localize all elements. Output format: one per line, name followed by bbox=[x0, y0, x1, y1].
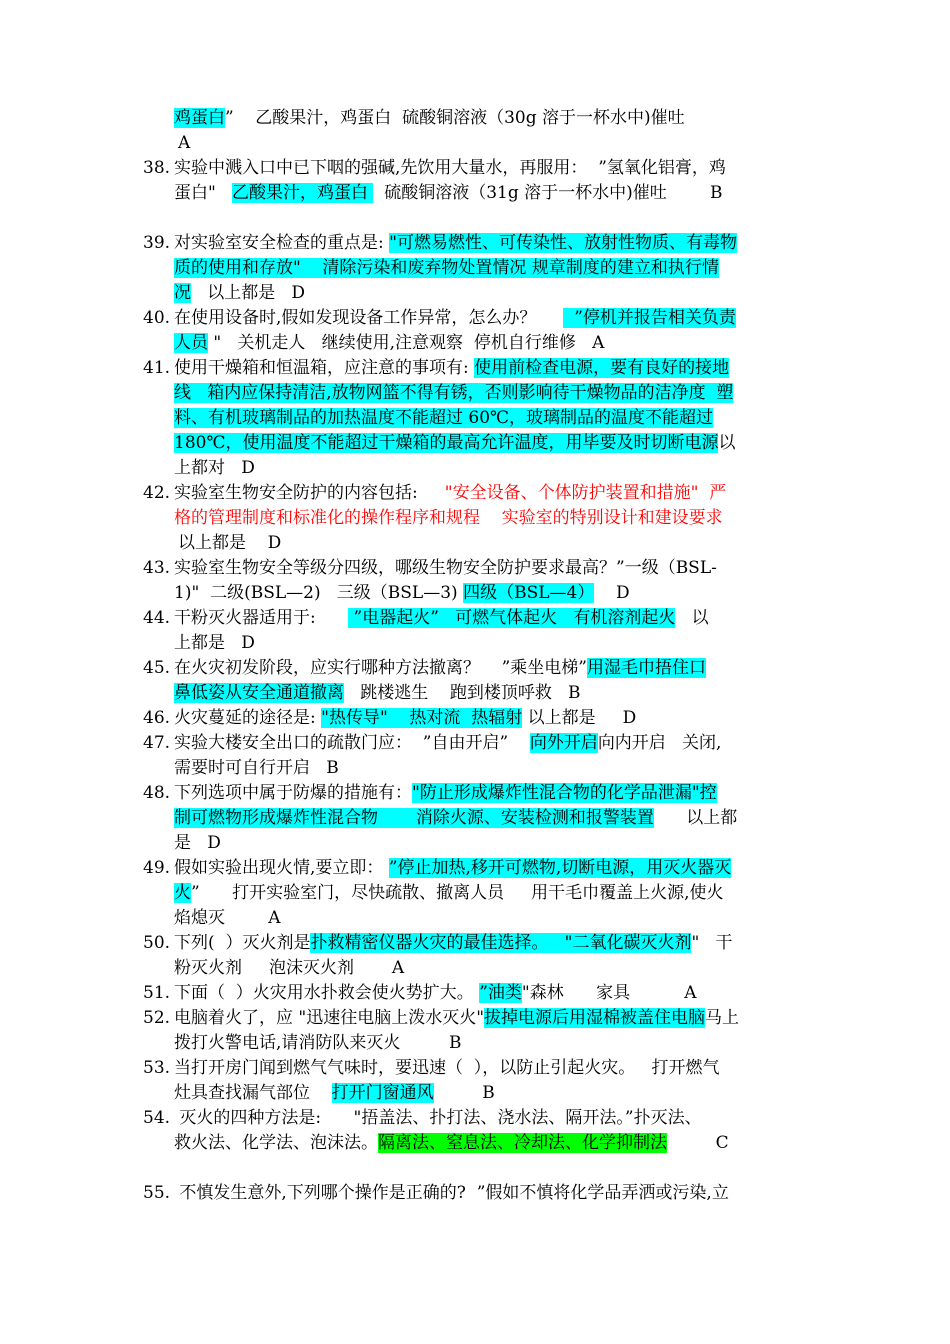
text-line bbox=[174, 256, 719, 281]
highlighted-answer: 质的使用和存放" 清除污染和废弃物处置情况 规章制度的建立和执行情 bbox=[174, 258, 719, 278]
text-line bbox=[174, 981, 696, 1006]
question-number: 55. bbox=[143, 1183, 171, 1203]
red-answer-text: "安全设备、个体防护装置和措施" 严 bbox=[444, 483, 727, 503]
highlighted-answer: 向外开启 bbox=[529, 733, 598, 753]
text-segment: 对实验室安全检查的重点是: bbox=[174, 233, 390, 253]
text-line bbox=[174, 906, 281, 931]
text-segment: B bbox=[433, 1083, 495, 1103]
text-line bbox=[174, 281, 305, 306]
text-segment: 蛋白" bbox=[174, 183, 233, 203]
text-line bbox=[174, 481, 726, 506]
text-segment: 上都对 D bbox=[174, 458, 255, 478]
text-line bbox=[174, 856, 731, 881]
question-number: 43. bbox=[143, 558, 171, 578]
question-number: 53. bbox=[143, 1058, 171, 1078]
text-line bbox=[174, 306, 736, 331]
text-line bbox=[174, 231, 737, 256]
text-segment: 硫酸铜溶液（31g 溶于一杯水中)催吐 B bbox=[373, 183, 723, 203]
text-line bbox=[174, 681, 581, 706]
text-segment: 下列选项中属于防爆的措施有： bbox=[174, 783, 412, 803]
text-segment: 实验室生物安全防护的内容包括: bbox=[174, 483, 445, 503]
text-line bbox=[178, 531, 281, 556]
text-line bbox=[174, 1106, 702, 1131]
text-segment: 当打开房门闻到燃气气味时，要迅速（ ），以防止引起火灾。 打开燃气 bbox=[174, 1058, 720, 1078]
text-segment: 以上都是 D bbox=[178, 533, 282, 553]
text-segment: C bbox=[667, 1133, 729, 1153]
text-line bbox=[174, 331, 604, 356]
text-segment: 在火灾初发阶段，应实行哪种方法撤离？ ”乘坐电梯” bbox=[174, 658, 587, 678]
question-number: 45. bbox=[143, 658, 171, 678]
text-segment: "森林 家具 A bbox=[521, 983, 697, 1003]
text-segment: 下列( ）灭火剂是 bbox=[174, 933, 311, 953]
text-segment: 救火法、化学法、泡沫法。 bbox=[174, 1133, 378, 1153]
text-line bbox=[174, 181, 723, 206]
text-line bbox=[174, 1131, 729, 1156]
text-segment: 火灾蔓延的途径是: bbox=[174, 708, 322, 728]
text-line bbox=[174, 606, 709, 631]
text-segment: 干粉灭火器适用于: bbox=[174, 608, 349, 628]
text-segment: A bbox=[178, 133, 191, 153]
highlighted-answer: 况 bbox=[174, 283, 191, 303]
text-line bbox=[174, 956, 404, 981]
highlighted-answer: 扑救精密仪器火灾的最佳选择。 "二氧化碳灭火剂 bbox=[310, 933, 692, 953]
highlighted-answer: ”停止加热,移开可燃物,切断电源，用灭火器灭 bbox=[388, 858, 732, 878]
text-segment: 拨打火警电话,请消防队来灭火 B bbox=[174, 1033, 462, 1053]
highlighted-answer: 人员 bbox=[174, 333, 208, 353]
text-segment: 上都是 D bbox=[174, 633, 255, 653]
text-segment: 实验大楼安全出口的疏散门应： ”自由开启” bbox=[174, 733, 530, 753]
text-segment: 以上都是 D bbox=[191, 283, 306, 303]
highlighted-answer: 使用前检查电源，要有良好的接地 bbox=[474, 358, 730, 378]
text-segment: 不慎发生意外,下列哪个操作是正确的? ”假如不慎将化学品弄洒或污染,立 bbox=[174, 1183, 729, 1203]
text-line bbox=[174, 556, 717, 581]
highlighted-answer: 线 箱内应保持清洁,放物网篮不得有锈，否则影响待干燥物品的洁净度 塑 bbox=[174, 383, 734, 403]
question-number: 51. bbox=[143, 983, 171, 1003]
highlighted-answer: 180℃，使用温度不能超过干燥箱的最高允许温度，用毕要及时切断电源 bbox=[174, 433, 719, 453]
text-line bbox=[174, 456, 255, 481]
question-number: 50. bbox=[143, 933, 171, 953]
text-segment: 实验中溅入口中已下咽的强碱,先饮用大量水，再服用： ”氢氧化铝膏，鸡 bbox=[174, 158, 726, 178]
question-number: 44. bbox=[143, 608, 171, 628]
question-number: 46. bbox=[143, 708, 171, 728]
text-segment: 以 bbox=[718, 433, 736, 453]
text-segment: 1)" 二级(BSL—2) 三级（BSL—3) bbox=[174, 583, 464, 603]
highlighted-answer: 火 bbox=[174, 883, 191, 903]
text-line bbox=[174, 931, 733, 956]
text-line bbox=[174, 781, 717, 806]
text-line bbox=[174, 656, 706, 681]
question-number: 38. bbox=[143, 158, 171, 178]
text-segment: 以上都是 D bbox=[522, 708, 637, 728]
text-line bbox=[174, 881, 724, 906]
highlighted-answer: "可燃易燃性、可传染性、放射性物质、有毒物 bbox=[389, 233, 737, 253]
text-line bbox=[174, 731, 721, 756]
text-segment: 马上 bbox=[705, 1008, 740, 1028]
text-segment: 灶具查找漏气部位 bbox=[174, 1083, 332, 1103]
text-line bbox=[174, 506, 723, 531]
question-number: 48. bbox=[143, 783, 171, 803]
text-line bbox=[174, 581, 630, 606]
text-line bbox=[178, 131, 190, 156]
text-segment: ” 乙酸果汁，鸡蛋白 硫酸铜溶液（30g 溶于一杯水中)催吐 bbox=[225, 108, 685, 128]
question-number: 52. bbox=[143, 1008, 171, 1028]
text-segment: 在使用设备时,假如发现设备工作异常，怎么办？ bbox=[174, 308, 564, 328]
highlighted-answer: 鼻低姿从安全通道撤离 bbox=[174, 683, 344, 703]
text-line bbox=[174, 1006, 739, 1031]
red-answer-text: 格的管理制度和标准化的操作程序和规程 实验室的特别设计和建设要求 bbox=[174, 508, 723, 528]
question-number: 39. bbox=[143, 233, 171, 253]
question-number: 47. bbox=[143, 733, 171, 753]
text-line bbox=[174, 356, 729, 381]
text-segment: 向内开启 关闭, bbox=[597, 733, 722, 753]
text-line bbox=[174, 106, 685, 131]
highlighted-answer: ”电器起火” 可燃气体起火 有机溶剂起火 bbox=[348, 608, 676, 628]
text-segment: 以上都 bbox=[653, 808, 738, 828]
highlighted-answer: 拔掉电源后用湿棉被盖住电脑 bbox=[484, 1008, 706, 1028]
text-line bbox=[174, 806, 737, 831]
text-segment: 使用干燥箱和恒温箱，应注意的事项有: bbox=[174, 358, 475, 378]
text-segment: 假如实验出现火情,要立即： bbox=[174, 858, 389, 878]
text-segment: " 关机走人 继续使用,注意观察 停机自行维修 A bbox=[208, 333, 605, 353]
highlighted-answer: 鸡蛋白 bbox=[174, 108, 225, 128]
highlighted-answer: 制可燃物形成爆炸性混合物 消除火源、安装检测和报警装置 bbox=[174, 808, 654, 828]
text-line bbox=[174, 631, 255, 656]
text-segment: 电脑着火了，应 "迅速往电脑上泼水灭火" bbox=[174, 1008, 485, 1028]
question-number: 41. bbox=[143, 358, 171, 378]
text-line bbox=[174, 1031, 462, 1056]
text-line bbox=[174, 1056, 720, 1081]
question-number: 42. bbox=[143, 483, 171, 503]
text-segment: 灭火的四种方法是: "捂盖法、扑打法、浇水法、隔开法。”扑灭法、 bbox=[174, 1108, 702, 1128]
question-number: 54. bbox=[143, 1108, 171, 1128]
highlighted-answer: 乙酸果汁，鸡蛋白 bbox=[232, 183, 374, 203]
question-number: 40. bbox=[143, 308, 171, 328]
highlighted-answer: 用湿毛巾捂住口 bbox=[587, 658, 706, 678]
text-segment: 是 D bbox=[174, 833, 221, 853]
text-segment: 粉灭火剂 泡沫灭火剂 A bbox=[174, 958, 405, 978]
text-segment: 焰熄灭 A bbox=[174, 908, 281, 928]
text-line bbox=[174, 706, 636, 731]
text-line bbox=[174, 156, 726, 181]
text-segment: ” 打开实验室门，尽快疏散、撤离人员 用干毛巾覆盖上火源,使火 bbox=[191, 883, 724, 903]
text-segment: 实验室生物安全等级分四级，哪级生物安全防护要求最高？”一级（BSL- bbox=[174, 558, 717, 578]
text-line bbox=[174, 406, 713, 431]
text-line bbox=[174, 381, 733, 406]
text-line bbox=[174, 431, 735, 456]
text-line bbox=[174, 831, 221, 856]
highlighted-answer: 打开门窗通风 bbox=[331, 1083, 434, 1103]
highlighted-answer: 料、有机玻璃制品的加热温度不能超过 60℃，玻璃制品的温度不能超过 bbox=[174, 408, 714, 428]
highlighted-answer: "热传导" 热对流 热辐射 bbox=[321, 708, 523, 728]
text-segment: D bbox=[594, 583, 630, 603]
text-segment: 跳楼逃生 跑到楼顶呼救 B bbox=[344, 683, 581, 703]
text-line bbox=[174, 756, 339, 781]
highlighted-answer: ”停机并报告相关负责 bbox=[563, 308, 736, 328]
highlighted-answer: 四级（BSL—4） bbox=[463, 583, 595, 603]
text-segment: 以 bbox=[675, 608, 709, 628]
highlighted-answer: ”油类 bbox=[479, 983, 522, 1003]
highlighted-answer: 隔离法、窒息法、冷却法、化学抑制法 bbox=[378, 1133, 667, 1153]
question-number: 49. bbox=[143, 858, 171, 878]
text-segment: 需要时可自行开启 B bbox=[174, 758, 339, 778]
text-line bbox=[174, 1081, 495, 1106]
text-line bbox=[174, 1181, 729, 1206]
text-segment: 下面（ ）火灾用水扑救会使火势扩大。 bbox=[174, 983, 480, 1003]
highlighted-answer: "防止形成爆炸性混合物的化学品泄漏"控 bbox=[412, 783, 717, 803]
text-segment: " 干 bbox=[691, 933, 733, 953]
